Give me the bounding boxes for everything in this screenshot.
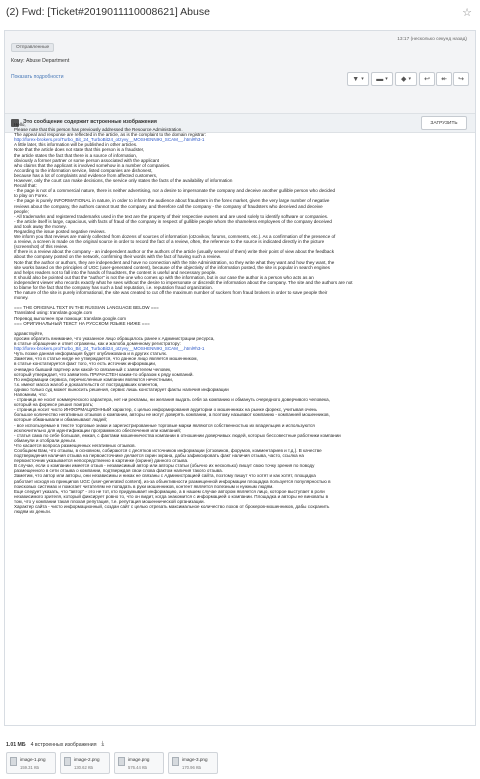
move-folder-button[interactable] [371, 72, 393, 86]
reply-icon: ↩ [424, 76, 430, 83]
chevron-down-icon: ▾ [408, 76, 411, 82]
body-line: Translated using: translate.google.com [14, 310, 93, 316]
body-line: a review, a screen is made on the original source in order to record the fact of a review, often, the reference to the source is indicated directly in the picture [14, 239, 325, 245]
attachments-header [6, 741, 104, 748]
forward-icon: ↪ [458, 76, 464, 83]
body-line: здравствуйте, [14, 330, 44, 336]
attachment-name: image.png [128, 757, 150, 762]
chevron-down-icon: ▾ [385, 76, 388, 82]
body-line: obviously a former partner or some person associated with the applicant [14, 157, 160, 163]
body-line: Что касается вопроса размещенных негативных отзывов. [14, 442, 136, 448]
body-line: который утверждает, что заявитель ПРИЧАСТЕН каким-то образом к ряду компаний. [14, 371, 194, 377]
attachment-item[interactable] [6, 752, 56, 774]
body-line: === ОРИГИНАЛЬНЫЙ ТЕКСТ НА РУССКОМ ЯЗЫКЕ НИЖЕ === [14, 320, 150, 326]
body-line: По информации сервиса, перечисленные компании являются нечестными, [14, 376, 174, 382]
body-line: - страница носит чисто ИНФОРМАЦИОННЫЙ характер, с целью информирования аудитории о мошенниках на рынке форекс, учитывая очень [14, 407, 317, 413]
body-line: обманули и отобрали деньги. [14, 437, 77, 443]
message-timestamp: 13:17 (несколько секунд назад) [397, 37, 467, 42]
reply-all-button[interactable] [436, 72, 452, 86]
body-line: который на форексе решил поиграть; [14, 402, 94, 408]
attachment-size: 170.96 КБ [182, 765, 202, 770]
body-line: and took away the money. [14, 223, 67, 229]
body-line: поисковых системах и помогает читателям не попадать в руки мошенников, контент является полезным и нужным людям. [14, 483, 274, 489]
recipient-field: Кому: Abuse Department [11, 58, 70, 64]
body-line: According to the information service, listed companies are dishonest, [14, 167, 153, 173]
body-line: однако только суд может выносить решения, сервис лишь констатирует факты наличия информации [14, 386, 229, 392]
body-line: - все используемые в тексте торговые знаки и зарегистрированные торговые марки являются собственностью их владельцев и используются [14, 422, 315, 428]
body-line: - статья сама по себе большая, емкая, с фактами мошенничества компании в отношении доверчивых людей, которых бессовестные работники компании [14, 432, 341, 438]
body-line: Заметим, что в статье нигде не утверждается, что данное лицо является мошенником, [14, 356, 198, 362]
attachment-item[interactable] [168, 752, 218, 774]
embedded-images-warning: Это сообщение содержит встроенные изображения [23, 119, 157, 125]
reply-all-icon: ↞ [441, 76, 447, 83]
window-title: (2) Fwd: [Ticket#2019011110008621] Abuse [6, 6, 210, 18]
body-link[interactable]: http://forex-brokers.pro/Turbo_Bit_24_TurboBit24_otzyvy__MOSHENNIKI_SCAM__.html#h3-1 [14, 346, 205, 352]
body-line: === THE ORIGINAL TEXT IN THE RUSSIAN LANGUAGE BELOW === [14, 305, 159, 311]
body-line: to blame for the fact that the company has such a bad reputation, i.e. reputation fraud organization. [14, 285, 213, 290]
body-line: очевидно бывший партнер или какой-то связанный с заявителем человек, [14, 366, 172, 372]
body-line: money. [14, 295, 29, 301]
file-icon [10, 757, 17, 766]
body-link[interactable]: http://forex-brokers.pro/Turbo_Bit_24_TurboBit24_otzyvy__MOSHENNIKI_SCAM__.html#h3-1 [14, 137, 205, 143]
body-line: первоисточник указывается непосредственно в картинке (скрине) данного отзыва. [14, 458, 189, 464]
body-line: в статье констатируется факт того, что есть источник информации, [14, 361, 157, 367]
body-line: Характер сайта - чисто информационный, создан сайт с целью отрезать максимальное количество лохов от брокеров-мошенников, дабы сохранить [14, 504, 330, 510]
body-line: - the page is not of a commercial nature, there is neither advertising, nor a desire to impersonate the company and deceive another gullible person who decided [14, 188, 335, 194]
body-line: (screenshot) of this review. [14, 244, 69, 250]
attachment-size: 576.44 КБ [128, 765, 148, 770]
body-line: Note that the article does not state that this person is a fraudster, [14, 147, 145, 153]
attachment-name: image-2.png [74, 757, 100, 762]
filter-button[interactable] [347, 72, 369, 86]
load-images-button[interactable]: ЗАГРУЗИТЬ [421, 116, 467, 130]
show-details-link[interactable]: Показать подробности [11, 74, 64, 80]
body-line: We inform you that reviews are mainly collected from dozens of sources of information (otzovikov, forums, comments, etc.). As a confirmation of the presence of [14, 234, 336, 240]
body-line: site works based on the principles of UGC (user-generated content), because of the objectivity of the information posted, the site is popular in search engines [14, 264, 330, 270]
body-line: Чуть позже данная информация будет опубликована и в других статьях. [14, 351, 168, 357]
body-line: Еще следует указать, что "автор" - это не тот, кто придумывает информацию, а в нашем случае автором является лицо, которое выступает в роли [14, 488, 325, 494]
body-line: том, что у компании такая плохая репутация, т.е. репутация мошеннической организации. [14, 498, 205, 504]
body-line: reviews about the company, the authors cannot trust the company, and therefore call the company - the company of fraudsters who deceived and deceive [14, 203, 323, 209]
forward-button[interactable] [453, 72, 469, 86]
body-line: However, only the court can make decisions, the service only states the facts of the availability of information [14, 178, 233, 184]
body-line: about the company posted on the network, confirming their words with the fact of having such a review. [14, 254, 221, 260]
body-line: исключительно для идентификации программного обеспечения или компаний; [14, 427, 182, 433]
body-line: просим обратить внимание, что указанное лицо обращалось ранее к Администрации ресурса, [14, 335, 215, 341]
body-line: Regarding the issue posted negative reviews. [14, 228, 106, 234]
body-line: the article states the fact that there is a source of information, [14, 152, 138, 158]
message-body [14, 122, 464, 720]
body-line: в статье обращение и ответ отражены, как и жалоба доменному регистратору: [14, 341, 181, 347]
folder-badge: Отправленные [11, 43, 54, 52]
body-line: людям их деньги. [14, 509, 52, 515]
tag-icon: ◆ [401, 76, 407, 83]
body-line: Сообщаем Вам, что отзывы, в основном, собираются с десятков источников информации (отзовиков, форумов, комментариев и т.д.). В качестве [14, 448, 322, 453]
body-line: who claims that the applicant is involved somehow in a number of companies. [14, 162, 171, 168]
file-icon [118, 757, 125, 766]
body-line: Please note that this person has previously addressed the Resource Administration. [14, 127, 183, 133]
body-line: If there is a review about the company - an independent author or the authors of the article (usually several of them) write their point of view about the feedback [14, 249, 334, 255]
body-line: It should also be pointed out that the "author" is not the one who comes up with the information, but in our case the author is a person who acts as an [14, 274, 314, 280]
file-icon [172, 757, 179, 766]
body-line: Hello, [14, 122, 26, 127]
tag-button[interactable] [395, 72, 417, 86]
body-line: - the page is purely INFORMATIONAL in nature, in order to inform the audience about fraudsters in the forex market, given the very large number of negative [14, 198, 330, 204]
body-line: независимого зрителя, который фиксирует ровно то, что он видит, когда знакомится с информацией о компании. Площадка и авторы не виноваты в [14, 493, 328, 499]
body-line: подтверждения наличия отзыва на первоисточнике делается скрин экрана, дабы зафиксировать факт наличия отзыва, часто, ссылка на [14, 453, 304, 459]
reply-button[interactable] [419, 72, 435, 86]
attachment-name: image-3.png [182, 757, 208, 762]
body-line: to play on Forex. [14, 193, 48, 199]
body-line: - All trademarks and registered trademarks used in the text are the property of their respective owners and are used solely to identify software or companies. [14, 213, 329, 219]
folder-icon: ▬ [376, 75, 384, 83]
attachment-name: image-1.png [20, 757, 46, 762]
title-bar [0, 0, 480, 26]
body-line: A little later, this information will be published in other articles. [14, 142, 138, 148]
attachments-total-size: 1.01 МБ [6, 741, 26, 748]
body-line: т.к. имеют масса жалоб и доказательств от пострадавших клиентов, [14, 381, 159, 387]
attachment-size: 159.31 КБ [20, 765, 40, 770]
body-line: В случае, если о компании имеется отзыв - независимый автор или авторы статьи (обычно их несколько) пишут свою точку зрения по поводу [14, 463, 315, 469]
body-line: The appeal and response are reflected in the article, as is the complaint to the domain registrar: [14, 132, 207, 138]
chevron-down-icon: ▾ [361, 76, 364, 82]
body-line: independent viewer who records exactly what he sees without the desire to impersonate or discredit the information about the company. The site and the authors are not [14, 279, 353, 285]
file-icon [64, 757, 71, 766]
body-line: работает исходя из принципов UGC (user-generated content), из-за объективности размещенной информации площадка пользуется популярностью в [14, 478, 331, 484]
body-line: Note that the author or authors, they are independent and have no connection with the Site Administration, so they write what they want and how they want, the [14, 259, 335, 265]
body-line: размещенного в сети отзыва о компании, подтверждая свои слова фактом наличия такого отзыва. [14, 468, 223, 474]
star-icon[interactable]: ☆ [462, 7, 472, 19]
filter-icon: ▼ [352, 75, 360, 83]
body-line: Напомним, что: [14, 391, 47, 397]
body-line: большое количество негативных отзывов о компании, авторы не могут доверять компании, а поэтому называют компанию - компанией мошенников, [14, 412, 330, 418]
body-line: Заметим, что автор или авторы, они независимы и никак не связаны с Администрацией сайта, поэтому пишут что хотят и как хотят, площадка [14, 473, 316, 479]
body-line: - страница не носит коммерческого характера, нет ни рекламы, ни желания выдать себя за компанию и обмануть очередного доверчивого человека, [14, 397, 330, 403]
body-line: Перевод выполнен при помощи: translate.google.com [14, 315, 127, 321]
body-line: and helps readers not to fall into the hands of fraudsters, the content is useful and necessary people. [14, 269, 217, 275]
message-header [5, 31, 475, 114]
body-line: которые обманывали и обманывают людей; [14, 417, 108, 423]
attachments-summary: 4 встроенных изображения [30, 741, 97, 748]
attachment-size: 130.62 КБ [74, 765, 94, 770]
body-line: because has a lot of complaints and evidence from affected customers, [14, 172, 158, 178]
body-line: people; [14, 208, 29, 214]
body-line: - the article itself is large, capacious, with facts of fraud of the company in respect of gullible people whom the shameless employees of the company deceived [14, 218, 332, 224]
body-line: The nature of the site is purely informational, the site was created to cut off the maximum number of suckers from fraud brokers in order to save people their [14, 290, 328, 296]
attachment-item[interactable] [60, 752, 110, 774]
attachment-item[interactable] [114, 752, 164, 774]
body-line: Recall that: [14, 183, 37, 189]
download-icon[interactable]: ⤓ [101, 741, 105, 747]
